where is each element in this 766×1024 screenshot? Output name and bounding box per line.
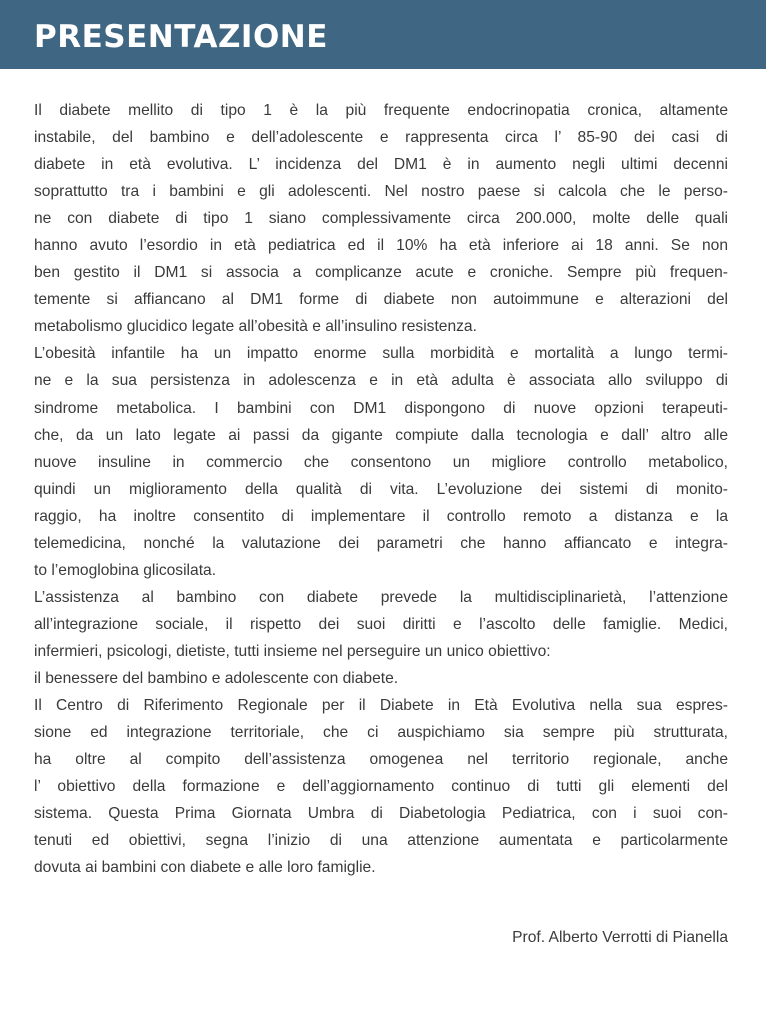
author-signature: Prof. Alberto Verrotti di Pianella: [512, 929, 728, 946]
body-line: sione ed integrazione territoriale, che ci auspichiamo sia sempre più strutturata,: [34, 724, 728, 742]
body-line: Il Centro di Riferimento Regionale per il Diabete in Età Evolutiva nella sua espres-: [34, 697, 728, 715]
body-line: sistema. Questa Prima Giornata Umbra di Diabetologia Pediatrica, con i suoi con-: [34, 805, 728, 823]
body-line: il benessere del bambino e adolescente con diabete.: [34, 669, 399, 687]
body-line: Il diabete mellito di tipo 1 è la più frequente endocrinopatia cronica, altamente: [34, 102, 728, 119]
body-line: metabolismo glucidico legate all’obesità e all’insulino resistenza.: [34, 318, 477, 336]
body-line: soprattutto tra i bambini e gli adolescenti. Nel nostro paese si calcola che le perso-: [34, 183, 728, 201]
body-line: che, da un lato legate ai passi da gigante compiute dalla tecnologia e dall’ altro alle: [34, 426, 728, 444]
body-line: instabile, del bambino e dell’adolescente e rappresenta circa l’ 85-90 dei casi di: [34, 129, 728, 147]
body-line: quindi un miglioramento della qualità di vita. L’evoluzione dei sistemi di monito-: [34, 480, 728, 498]
body-line: l’ obiettivo della formazione e dell’aggiornamento continuo di tutti gli elementi del: [34, 778, 728, 796]
body-line: hanno avuto l’esordio in età pediatrica ed il 10% ha età inferiore ai 18 anni. Se non: [34, 237, 728, 255]
body-line: diabete in età evolutiva. L’ incidenza del DM1 è in aumento negli ultimi decenni: [34, 156, 728, 174]
body-line: ne con diabete di tipo 1 siano complessivamente circa 200.000, molte delle quali: [34, 210, 728, 228]
body-line: sindrome metabolica. I bambini con DM1 dispongono di nuove opzioni terapeuti-: [34, 399, 728, 417]
body-line: ha oltre al compito dell’assistenza omogenea nel territorio regionale, anche: [34, 751, 728, 769]
body-line: ne e la sua persistenza in adolescenza e in età adulta è associata allo sviluppo di: [34, 372, 728, 390]
body-line: L’obesità infantile ha un impatto enorme sulla morbidità e mortalità a lungo termi-: [34, 345, 728, 363]
body-line: ben gestito il DM1 si associa a complicanze acute e croniche. Sempre più frequen-: [34, 264, 728, 282]
body-line: temente si affiancano al DM1 forme di diabete non autoimmune e alterazioni del: [34, 291, 728, 309]
body-line: tenuti ed obiettivi, segna l’inizio di una attenzione aumentata e particolarmente: [34, 832, 728, 850]
body-line: infermieri, psicologi, dietiste, tutti insieme nel perseguire un unico obiettivo:: [34, 642, 551, 660]
body-line: dovuta ai bambini con diabete e alle loro famiglie.: [34, 859, 376, 877]
body-line: L’assistenza al bambino con diabete prevede la multidisciplinarietà, l’attenzione: [34, 588, 728, 606]
body-text: [34, 97, 728, 881]
header-band: [0, 0, 766, 69]
page-title: PRESENTAZIONE: [34, 19, 328, 55]
body-line: raggio, ha inoltre consentito di implementare il controllo remoto a distanza e la: [34, 507, 728, 525]
body-line: telemedicina, nonché la valutazione dei parametri che hanno affiancato e integra-: [34, 534, 728, 552]
body-line: all’integrazione sociale, il rispetto dei suoi diritti e l’ascolto delle famiglie. Medici,: [34, 615, 728, 633]
body-line: nuove insuline in commercio che consentono un migliore controllo metabolico,: [34, 453, 728, 471]
body-line: to l’emoglobina glicosilata.: [34, 561, 217, 579]
